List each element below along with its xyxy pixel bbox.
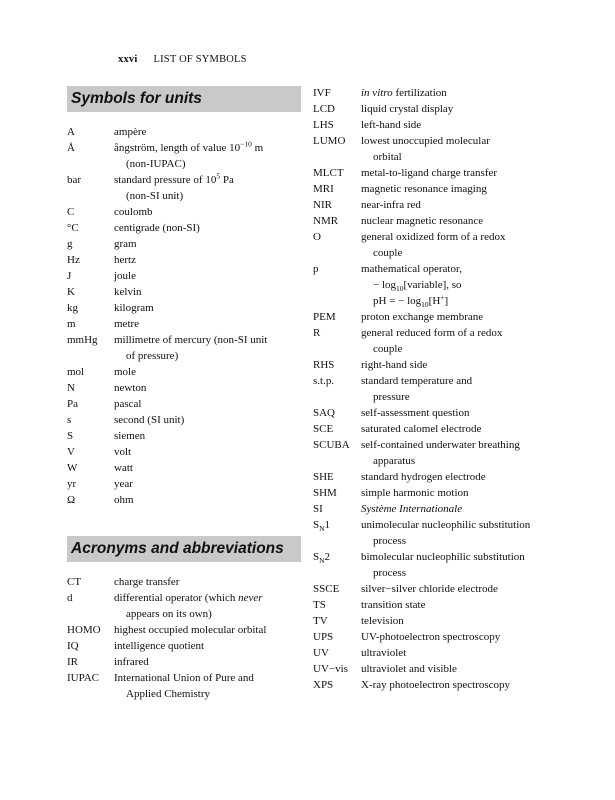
symbol-term: UPS (313, 631, 334, 643)
definition-line: gram (114, 238, 137, 250)
symbol-term: V (67, 446, 75, 458)
symbol-term: XPS (313, 679, 334, 691)
definition-line: metre (114, 318, 140, 330)
definition-line: process (373, 535, 406, 547)
definition-line: standard hydrogen electrode (361, 471, 486, 483)
list-item (67, 492, 304, 508)
list-item (313, 421, 553, 437)
symbol-definition (114, 220, 304, 236)
list-item (67, 428, 304, 444)
symbol-definition (361, 197, 553, 213)
symbol-term: IVF (313, 87, 331, 99)
list-item (67, 284, 304, 300)
definition-line: simple harmonic motion (361, 487, 469, 499)
symbol-definition (114, 590, 304, 622)
symbol-term: C (67, 206, 75, 218)
symbol-definition (361, 629, 553, 645)
definition-line: proton exchange membrane (361, 311, 484, 323)
symbol-term: IR (67, 656, 78, 668)
symbol-term: g (67, 238, 73, 250)
symbol-term: SI (313, 503, 323, 515)
definition-line: in vitro fertilization (361, 87, 447, 99)
symbol-term: s.t.p. (313, 375, 335, 387)
definition-line: general oxidized form of a redox (361, 231, 506, 243)
definition-line: standard pressure of $10^5$ Pa (114, 171, 234, 186)
symbol-definition (361, 309, 553, 325)
symbol-definition (361, 469, 553, 485)
symbol-definition (361, 165, 553, 181)
symbol-definition (114, 638, 304, 654)
units-list (67, 124, 304, 508)
definition-line: appears on its own) (126, 608, 212, 620)
list-item (67, 268, 304, 284)
definition-line: right-hand side (361, 359, 428, 371)
symbol-term: SHM (313, 487, 337, 499)
list-item (313, 133, 553, 165)
list-item (313, 469, 553, 485)
symbol-term: NIR (313, 199, 332, 211)
symbol-term: LUMO (313, 135, 346, 147)
symbol-term: Å (67, 142, 75, 154)
definition-line: left-hand side (361, 119, 422, 131)
definition-line: ultraviolet (361, 647, 407, 659)
symbol-definition (361, 357, 553, 373)
symbol-term: LCD (313, 103, 335, 115)
list-item (313, 437, 553, 469)
symbol-definition (361, 373, 553, 405)
definition-line: near-infra red (361, 199, 421, 211)
symbol-definition (114, 140, 304, 172)
symbol-definition (114, 492, 304, 508)
symbol-term: UV−vis (313, 663, 348, 675)
symbol-term: PEM (313, 311, 336, 323)
symbol-definition (361, 549, 553, 581)
symbol-definition (114, 332, 304, 364)
symbol-definition (361, 581, 553, 597)
symbol-term: yr (67, 478, 77, 490)
list-item (67, 316, 304, 332)
definition-line: transition state (361, 599, 426, 611)
definition-line: − $\log_{10}[variable]$, so (373, 279, 462, 294)
symbol-definition (114, 172, 304, 204)
definition-line: ohm (114, 494, 134, 506)
definition-line: television (361, 615, 404, 627)
definition-line: (non-SI unit) (126, 190, 184, 202)
symbol-term: °C (67, 222, 79, 234)
symbol-definition (114, 204, 304, 220)
symbol-term: Ω (67, 494, 76, 506)
symbol-definition (361, 661, 553, 677)
list-item (67, 460, 304, 476)
definition-line: bimolecular nucleophilic substitution (361, 551, 525, 563)
definition-line: UV-photoelectron spectroscopy (361, 631, 501, 643)
list-item (313, 405, 553, 421)
symbol-definition (361, 421, 553, 437)
symbol-definition (114, 380, 304, 396)
symbol-definition (361, 613, 553, 629)
symbol-term: m (67, 318, 76, 330)
list-item (313, 373, 553, 405)
symbol-definition (361, 101, 553, 117)
definition-line: year (114, 478, 133, 490)
symbol-definition (361, 117, 553, 133)
symbol-term: HOMO (67, 624, 101, 636)
symbol-term: CT (67, 576, 82, 588)
list-item (67, 124, 304, 140)
symbol-definition (361, 501, 553, 517)
symbol-definition (361, 181, 553, 197)
definition-line: ultraviolet and visible (361, 663, 457, 675)
definition-line: apparatus (373, 455, 416, 467)
list-item (313, 661, 553, 677)
symbol-definition (361, 597, 553, 613)
list-item (67, 476, 304, 492)
list-item (313, 517, 553, 549)
symbol-term: IUPAC (67, 672, 99, 684)
symbol-definition (114, 460, 304, 476)
symbol-definition (361, 85, 553, 101)
symbol-term: Pa (67, 398, 78, 410)
list-item (313, 181, 553, 197)
definition-line: centigrade (non-SI) (114, 222, 200, 234)
running-header (118, 54, 247, 65)
symbol-term: TS (313, 599, 326, 611)
symbol-definition (114, 300, 304, 316)
definition-line: (non-IUPAC) (126, 158, 186, 170)
symbol-term: O (313, 231, 321, 243)
list-item (67, 220, 304, 236)
definition-line: silver−silver chloride electrode (361, 583, 498, 595)
acronyms-list-continued (313, 85, 553, 693)
symbol-definition (361, 325, 553, 357)
symbol-definition (114, 622, 304, 638)
definition-line: process (373, 567, 406, 579)
symbol-definition (361, 645, 553, 661)
list-item (313, 325, 553, 357)
list-item (313, 485, 553, 501)
definition-line: intelligence quotient (114, 640, 205, 652)
list-item (313, 597, 553, 613)
definition-line: pascal (114, 398, 142, 410)
list-item (67, 622, 304, 638)
symbol-definition (114, 428, 304, 444)
list-item (313, 197, 553, 213)
definition-line: self-assessment question (361, 407, 470, 419)
list-item (67, 444, 304, 460)
list-item (67, 670, 304, 702)
definition-line: mathematical operator, (361, 263, 462, 275)
symbol-term: SSCE (313, 583, 340, 595)
list-item (67, 638, 304, 654)
units-section-heading: Symbols for units (67, 86, 301, 112)
definition-line: of pressure) (126, 350, 179, 362)
definition-line: infrared (114, 656, 149, 668)
list-item (313, 309, 553, 325)
symbol-term: J (67, 270, 72, 282)
list-item (67, 396, 304, 412)
symbol-definition (114, 396, 304, 412)
symbol-term: $S_N1$ (313, 519, 331, 534)
definition-line: Système Internationale (361, 503, 463, 515)
symbol-definition (114, 284, 304, 300)
symbol-definition (361, 437, 553, 469)
definition-line: newton (114, 382, 147, 394)
definition-line: ångström, length of value $10^{-10}$ m (114, 139, 264, 154)
list-item (313, 85, 553, 101)
definition-line: International Union of Pure and (114, 672, 254, 684)
list-item (313, 645, 553, 661)
symbol-term: NMR (313, 215, 339, 227)
symbol-definition (114, 124, 304, 140)
list-item (67, 252, 304, 268)
symbol-definition (361, 517, 553, 549)
symbol-term: mmHg (67, 334, 98, 346)
symbol-definition (361, 405, 553, 421)
symbol-term: mol (67, 366, 85, 378)
symbol-definition (361, 677, 553, 693)
symbol-term: SHE (313, 471, 334, 483)
symbol-definition (114, 654, 304, 670)
definition-line: saturated calomel electrode (361, 423, 482, 435)
list-item (67, 574, 304, 590)
definition-line: coulomb (114, 206, 153, 218)
list-item (67, 204, 304, 220)
list-item (313, 261, 553, 309)
list-item (313, 101, 553, 117)
symbol-definition (114, 268, 304, 284)
list-item (313, 165, 553, 181)
symbol-definition (361, 229, 553, 261)
definition-line: siemen (114, 430, 146, 442)
list-item (313, 229, 553, 261)
definition-line: couple (373, 247, 403, 259)
list-item (313, 501, 553, 517)
definition-line: ampère (114, 126, 147, 138)
symbol-definition (114, 670, 304, 702)
symbol-term: RHS (313, 359, 335, 371)
symbol-term: MRI (313, 183, 334, 195)
symbol-term: LHS (313, 119, 334, 131)
definition-line: second (SI unit) (114, 414, 185, 426)
list-item (67, 140, 304, 172)
symbol-term: p (313, 263, 319, 275)
symbol-term: d (67, 592, 73, 604)
symbol-definition (114, 412, 304, 428)
symbol-term: MLCT (313, 167, 344, 179)
definition-line: differential operator (which never (114, 592, 263, 604)
definition-line: general reduced form of a redox (361, 327, 503, 339)
definition-line: charge transfer (114, 576, 180, 588)
symbol-definition (361, 485, 553, 501)
definition-line: mole (114, 366, 136, 378)
list-item (313, 677, 553, 693)
definition-line: lowest unoccupied molecular (361, 135, 490, 147)
symbol-definition (114, 316, 304, 332)
list-item (67, 172, 304, 204)
definition-line: Applied Chemistry (126, 688, 211, 700)
list-item (313, 581, 553, 597)
definition-line: liquid crystal display (361, 103, 454, 115)
symbol-term: K (67, 286, 75, 298)
list-item (313, 613, 553, 629)
definition-line: volt (114, 446, 132, 458)
list-item (67, 236, 304, 252)
list-item (67, 364, 304, 380)
symbol-term: UV (313, 647, 329, 659)
symbol-definition (114, 236, 304, 252)
definition-line: joule (114, 270, 136, 282)
symbol-term: TV (313, 615, 328, 627)
definition-line: millimetre of mercury (non-SI unit (114, 334, 268, 346)
definition-line: pH = − $\log_{10}[H^+]$ (373, 292, 449, 310)
symbol-term: Hz (67, 254, 80, 266)
definition-line: metal-to-ligand charge transfer (361, 167, 498, 179)
symbol-definition (114, 574, 304, 590)
symbol-term: $S_N2$ (313, 551, 331, 566)
symbol-term: kg (67, 302, 78, 314)
list-item (67, 332, 304, 364)
symbol-term: S (67, 430, 74, 442)
definition-line: self-contained underwater breathing (361, 439, 520, 451)
definition-line: standard temperature and (361, 375, 473, 387)
symbol-definition (361, 261, 553, 309)
symbol-term: A (67, 126, 75, 138)
list-item (313, 629, 553, 645)
page-number: xxvi (118, 54, 138, 65)
symbol-definition (361, 133, 553, 165)
symbol-definition (114, 252, 304, 268)
symbol-term: N (67, 382, 75, 394)
symbol-definition (114, 364, 304, 380)
definition-line: unimolecular nucleophilic substitution (361, 519, 531, 531)
symbol-definition (114, 476, 304, 492)
symbol-term: R (313, 327, 321, 339)
definition-line: couple (373, 343, 403, 355)
symbol-term: IQ (67, 640, 79, 652)
acronyms-list (67, 574, 304, 702)
definition-line: kilogram (114, 302, 154, 314)
definition-line: pressure (373, 391, 410, 403)
symbol-term: SCE (313, 423, 334, 435)
list-item (313, 549, 553, 581)
symbol-definition (361, 213, 553, 229)
symbol-term: s (67, 414, 72, 426)
definition-line: highest occupied molecular orbital (114, 624, 267, 636)
definition-line: orbital (373, 151, 402, 163)
definition-line: magnetic resonance imaging (361, 183, 487, 195)
list-item (67, 300, 304, 316)
symbol-term: bar (67, 174, 82, 186)
definition-line: nuclear magnetic resonance (361, 215, 484, 227)
definition-line: hertz (114, 254, 136, 266)
acronyms-section-heading: Acronyms and abbreviations (67, 536, 301, 562)
symbol-definition (114, 444, 304, 460)
list-item (313, 117, 553, 133)
list-item (67, 654, 304, 670)
symbol-term: SAQ (313, 407, 336, 419)
list-item (313, 357, 553, 373)
list-item (67, 590, 304, 622)
definition-line: X-ray photoelectron spectroscopy (361, 679, 511, 691)
list-item (67, 380, 304, 396)
running-title: LIST OF SYMBOLS (153, 54, 247, 65)
list-item (67, 412, 304, 428)
symbol-term: SCUBA (313, 439, 350, 451)
list-item (313, 213, 553, 229)
symbol-term: W (67, 462, 78, 474)
definition-line: kelvin (114, 286, 142, 298)
definition-line: watt (114, 462, 133, 474)
